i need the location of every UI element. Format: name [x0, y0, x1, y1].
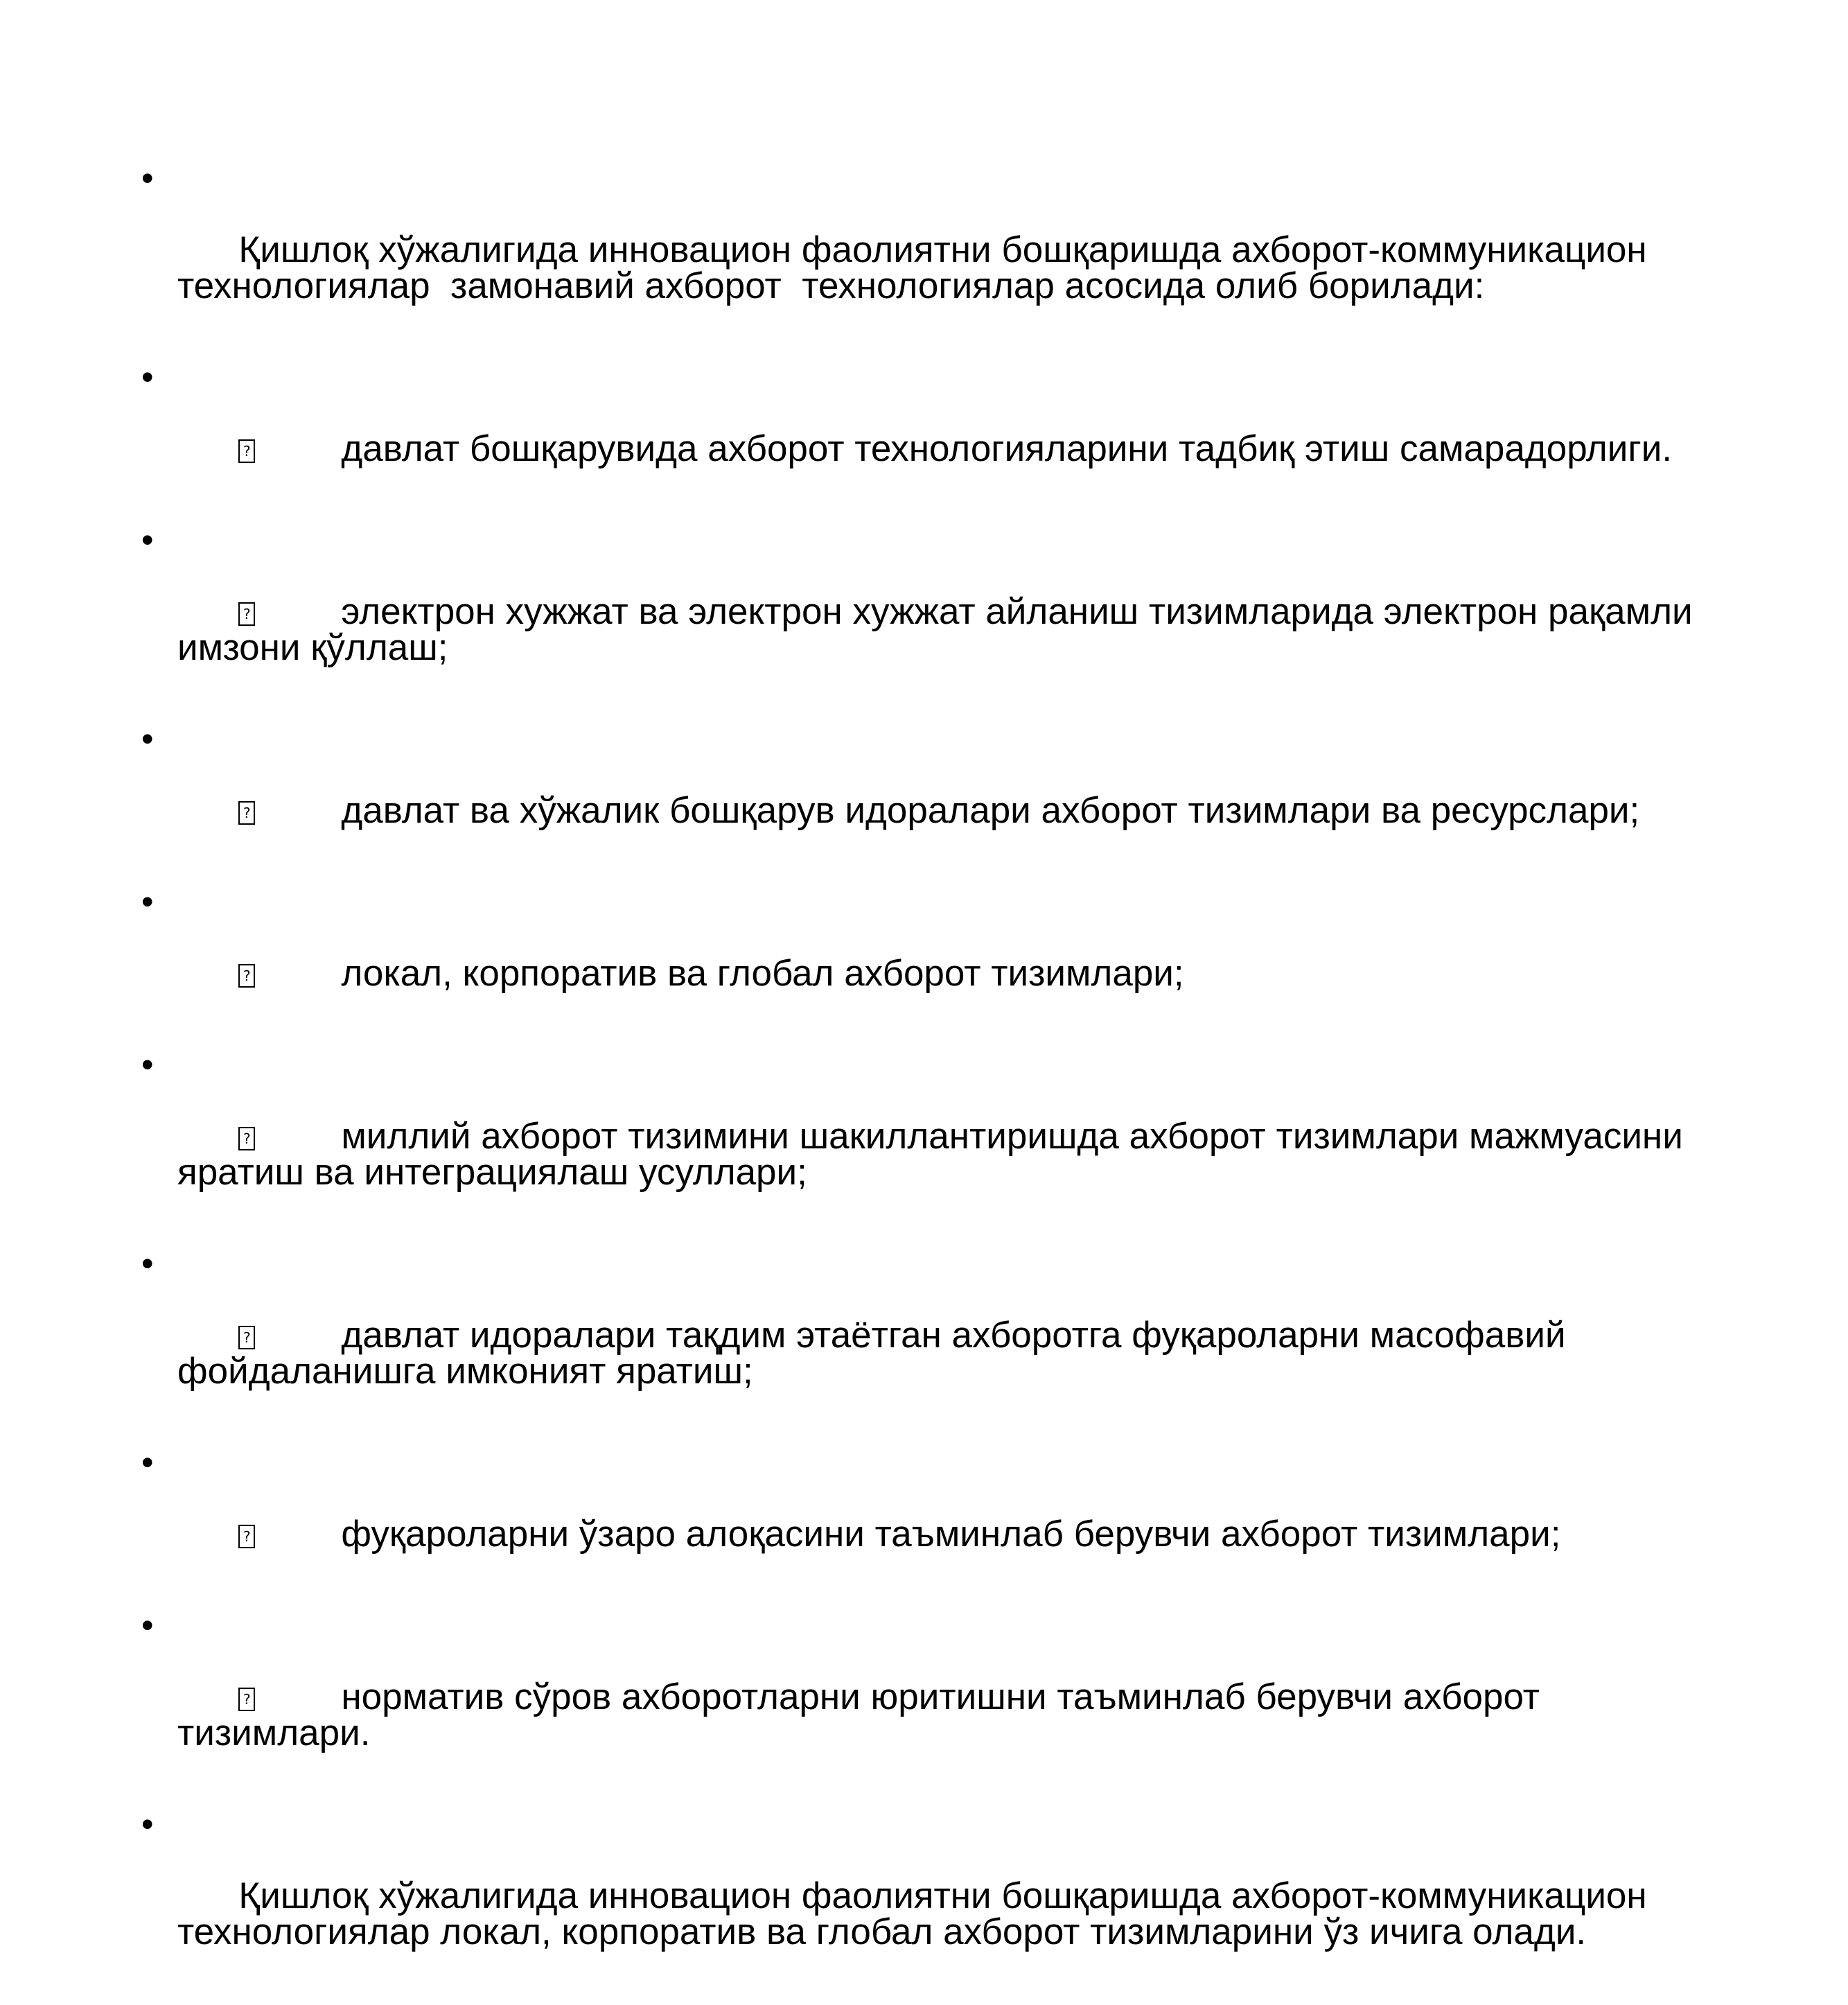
- bullet-dot-icon: •: [141, 520, 154, 559]
- missing-glyph-box-icon: [238, 1326, 255, 1349]
- bullet-list: [136, 160, 1730, 2005]
- missing-glyph-box-icon: [238, 439, 255, 463]
- missing-glyph-box-icon: [238, 602, 255, 626]
- bullet-text: миллий ахборот тизимини шакиллантиришда ахборот тизимлари мажмуасини яратиш ва интеграциялаш усуллари;: [177, 1116, 1693, 1193]
- bullet-dot-icon: •: [141, 1443, 154, 1482]
- bullet-item: [136, 1806, 1730, 1986]
- bullet-text: фуқароларни ўзаро алоқасини таъминлаб берувчи ахборот тизимлари;: [341, 1514, 1561, 1555]
- bullet-item: [136, 721, 1730, 865]
- bullet-dot-icon: •: [141, 159, 154, 198]
- missing-glyph-box-icon: [238, 1127, 255, 1150]
- bullet-item: [136, 1245, 1730, 1426]
- bullet-text: давлат идоралари тақдим этаётган ахборотга фуқароларни масофавий фойдаланишга имконият яратиш;: [177, 1315, 1576, 1392]
- bullet-item: [136, 1444, 1730, 1588]
- bullet-text: норматив сўров ахборотларни юритишни таъминлаб берувчи ахборот тизимлари.: [177, 1676, 1550, 1753]
- bullet-text: локал, корпоратив ва глобал ахборот тизимлари;: [341, 953, 1184, 994]
- bullet-text: давлат бошқарувида ахборот технологияларини тадбиқ этиш самарадорлиги.: [341, 428, 1673, 469]
- bullet-dot-icon: •: [141, 1244, 154, 1283]
- bullet-item: [136, 1047, 1730, 1227]
- missing-glyph-box-icon: [238, 1688, 255, 1711]
- bullet-text: Қишлоқ хўжалигида инновацион фаолиятни бошқаришда ахборот-коммуникацион технологиялар замонавий ахборот технологиялар асосида олиб борилади:: [177, 229, 1657, 306]
- bullet-dot-icon: •: [141, 1805, 154, 1844]
- bullet-dot-icon: •: [141, 358, 154, 396]
- bullet-text: Қишлоқ хўжалигида инновацион фаолиятни бошқаришда ахборот-коммуникацион технологиялар локал, корпоратив ва глобал ахборот тизимларини ўз ичига олади.: [177, 1875, 1657, 1952]
- bullet-text: давлат ва хўжалик бошқарув идоралари ахборот тизимлари ва ресурслари;: [341, 790, 1640, 831]
- bullet-dot-icon: •: [141, 1606, 154, 1645]
- bullet-item: [136, 359, 1730, 503]
- bullet-item: [136, 160, 1730, 340]
- missing-glyph-box-icon: [238, 964, 255, 988]
- missing-glyph-box-icon: [238, 801, 255, 825]
- bullet-item: [136, 522, 1730, 702]
- bullet-item: [136, 884, 1730, 1028]
- bullet-text: электрон хужжат ва электрон хужжат айланиш тизимларида электрон рақамли имзони қўллаш;: [177, 591, 1703, 668]
- missing-glyph-box-icon: [238, 1525, 255, 1548]
- bullet-item: [136, 1607, 1730, 1787]
- bullet-dot-icon: •: [141, 719, 154, 758]
- bullet-dot-icon: •: [141, 1045, 154, 1084]
- bullet-dot-icon: •: [141, 882, 154, 921]
